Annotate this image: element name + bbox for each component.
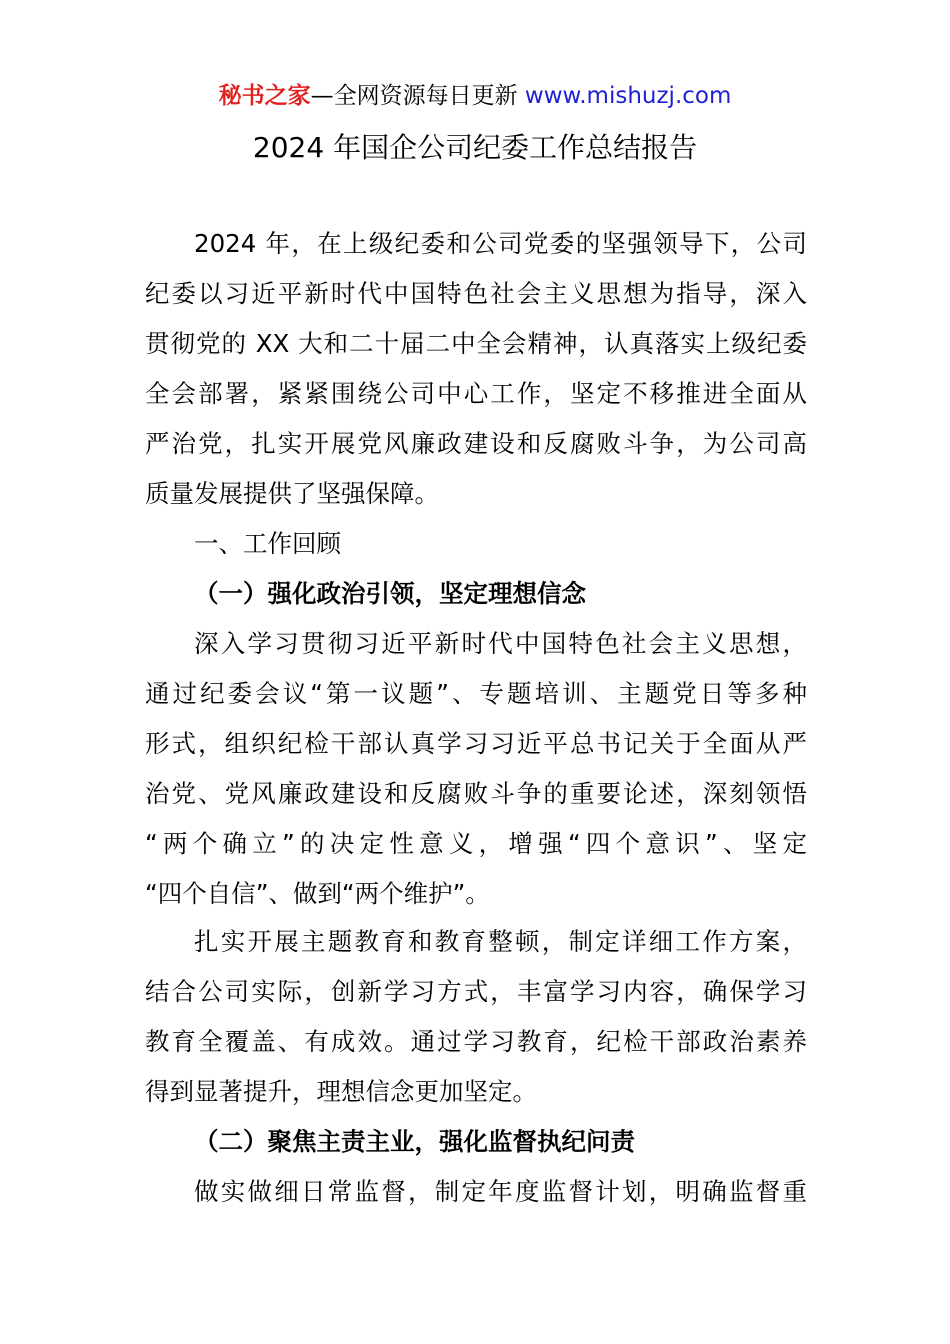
section-heading — [145, 519, 807, 569]
paragraph-1 — [145, 619, 807, 919]
paragraph-line: 质量发展提供了坚强保障。 — [145, 479, 439, 508]
brand-name: 秘书之家 — [218, 83, 311, 109]
subsection-heading — [145, 569, 807, 619]
header-tagline: —全网资源每日更新 — [310, 83, 518, 109]
paragraph-line: 严治党，扎实开展党风廉政建设和反腐败斗争，为公司高 — [145, 429, 807, 458]
subsection-heading-text: （一）强化政治引领，坚定理想信念 — [194, 579, 586, 608]
site-url-link[interactable]: www.mishuzj.com — [524, 83, 732, 109]
paragraph-line: 教育全覆盖、有成效。通过学习教育，纪检干部政治素养 — [145, 1027, 807, 1056]
paragraph-line: 通过纪委会议“第一议题”、专题培训、主题党日等多种 — [145, 679, 807, 708]
subsection-heading-text: （二）聚焦主责主业，强化监督执纪问责 — [194, 1127, 635, 1156]
paragraph-line: “两个确立”的决定性意义，增强“四个意识”、坚定 — [145, 829, 807, 858]
paragraph-line: 扎实开展主题教育和教育整顿，制定详细工作方案， — [194, 927, 807, 956]
paragraph-line: 贯彻党的 XX 大和二十届二中全会精神，认真落实上级纪委 — [145, 329, 807, 358]
paragraph-line: 形式，组织纪检干部认真学习习近平总书记关于全面从严 — [145, 729, 807, 758]
paragraph-line: 做实做细日常监督，制定年度监督计划，明确监督重 — [194, 1177, 807, 1206]
paragraph-line: 结合公司实际，创新学习方式，丰富学习内容，确保学习 — [145, 977, 807, 1006]
paragraph-2 — [145, 917, 807, 1117]
paragraph-line: 治党、党风廉政建设和反腐败斗争的重要论述，深刻领悟 — [145, 779, 807, 808]
subsection-heading — [145, 1117, 807, 1167]
paragraph-3 — [145, 1167, 807, 1217]
paragraph-line: 深入学习贯彻习近平新时代中国特色社会主义思想， — [194, 629, 807, 658]
site-header — [0, 80, 950, 112]
section-heading-text: 一、工作回顾 — [194, 529, 341, 558]
paragraph-line: 2024 年，在上级纪委和公司党委的坚强领导下，公司 — [194, 229, 807, 258]
paragraph-line: 全会部署，紧紧围绕公司中心工作，坚定不移推进全面从 — [145, 379, 807, 408]
paragraph-line: “四个自信”、做到“两个维护”。 — [145, 879, 490, 908]
document-title: 2024 年国企公司纪委工作总结报告 — [252, 131, 698, 164]
intro-paragraph — [145, 219, 807, 519]
paragraph-line: 得到显著提升，理想信念更加坚定。 — [145, 1077, 537, 1106]
paragraph-line: 纪委以习近平新时代中国特色社会主义思想为指导，深入 — [145, 279, 807, 308]
